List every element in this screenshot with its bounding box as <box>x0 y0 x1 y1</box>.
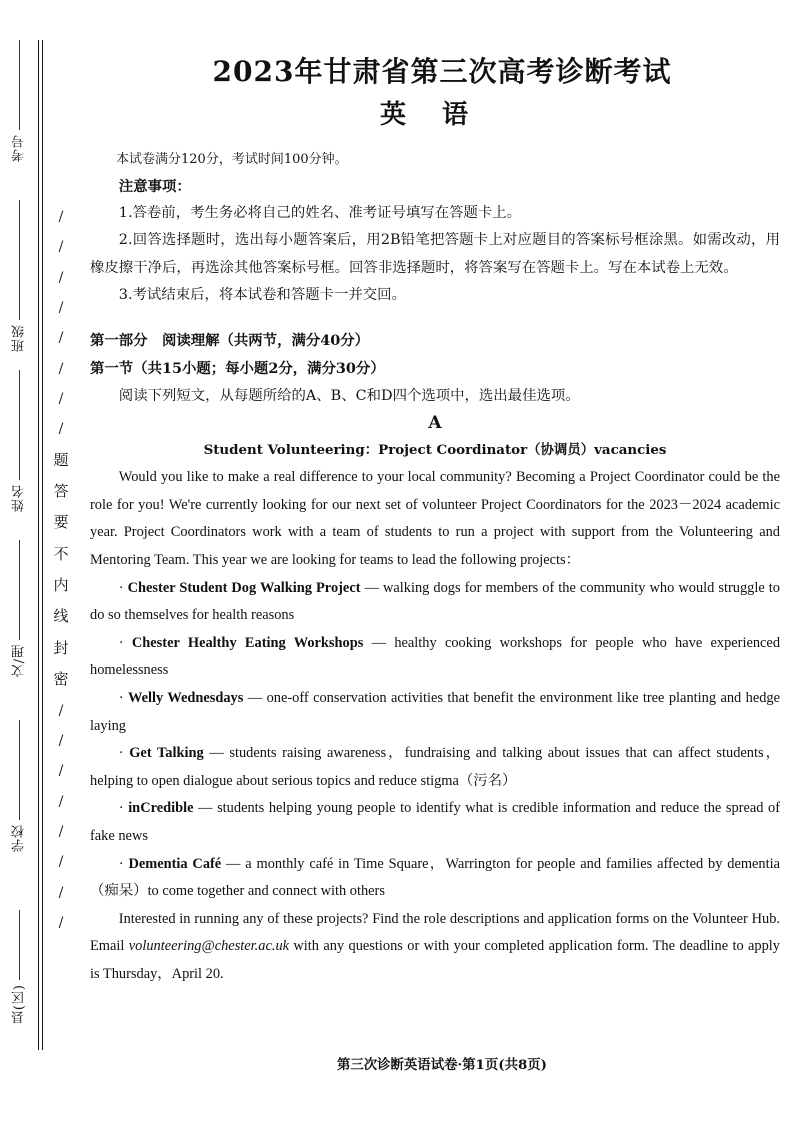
seal-char: 答 <box>53 482 69 501</box>
name-field[interactable] <box>6 370 32 512</box>
passage-letter: A <box>428 413 442 434</box>
seal-char: 线 <box>53 607 69 626</box>
project-item: · Get Talking — students raising awareness，fundraising and talking about issues that can affect students，helping to open dialogue about serious topics and reduce stigma（污名） <box>90 745 781 789</box>
seal-char: 题 <box>53 450 69 469</box>
project-name: Chester Healthy Eating Workshops <box>131 634 364 651</box>
exam-number-field[interactable] <box>6 40 32 162</box>
class-label: 班级 <box>11 324 27 352</box>
closing-text: Interested in running any of these projects? Find the role descriptions and application forms on the Volunteer Hub. Email <box>90 910 780 955</box>
county-field[interactable] <box>6 910 32 1024</box>
school-label: 学校 <box>11 824 27 852</box>
project-desc: students raising awareness，fundraising and talking about issues that can affect students，helping to open dialogue about serious topics and reduce stigma（污名） <box>90 745 781 789</box>
passage-intro: Would you like to make a real difference to your local community? Becoming a Project Coordinator could be the role for you! We're currently looking for our next set of volunteer Project Coordinators for the 2023－2024 academic year. Project Coordinators work with a team of students to run a project with support from the Volunteering and Mentoring Team. This year we are looking for teams to lead the following projects： <box>90 469 780 568</box>
class-field[interactable] <box>6 200 32 352</box>
seal-char: 要 <box>53 513 69 532</box>
binding-margin <box>0 40 90 1050</box>
subject-title: 英语 <box>379 100 504 130</box>
project-item: · inCredible — students helping young people to identify what is credible information and reduce the spread of fake news <box>90 800 781 844</box>
section-direction: 阅读下列短文，从每题所给的A、B、C和D四个选项中，选出最佳选项。 <box>118 388 580 405</box>
section-heading: 第一节（共15小题；每小题2分，满分30分） <box>90 360 385 378</box>
notice-item: 1.答卷前，考生务必将自己的姓名、准考证号填写在答题卡上。 <box>118 205 522 222</box>
passage-title: Student Volunteering：Project Coordinator（协调员）vacancies <box>203 442 667 459</box>
name-label: 姓名 <box>11 484 27 512</box>
exam-intro: 本试卷满分120分，考试时间100分钟。 <box>116 152 348 167</box>
email-address: volunteering@chester.ac.uk <box>128 938 290 955</box>
seal-line-text: / / / / / / / / 题 答 要 不 内 线 封 密 / / / / / / / / <box>53 209 69 931</box>
project-name: Chester Student Dog Walking Project <box>127 579 361 596</box>
exam-content <box>90 146 780 989</box>
notice-item: 2.回答选择题时，选出每小题答案后，用2B铅笔把答题卡上对应题目的答案标号框涂黑。如需改动，用橡皮擦干净后，再选涂其他答案标号框。回答非选择题时，将答案写在答题卡上。写在本试卷上无效。 <box>90 232 780 276</box>
margin-rule <box>38 40 39 1050</box>
part-heading: 第一部分 阅读理解（共两节，满分40分） <box>90 332 370 350</box>
page-footer: 第三次诊断英语试卷·第1页(共8页) <box>336 1057 548 1073</box>
project-item: · Chester Student Dog Walking Project — walking dogs for members of the community who would struggle to do so themselves for health reasons <box>90 579 780 624</box>
project-desc: one-off conservation activities that benefit the environment like tree planting and hedge laying <box>90 689 780 734</box>
project-item: · Welly Wednesdays — one-off conservation activities that benefit the environment like tree planting and hedge laying <box>90 689 780 734</box>
project-desc: a monthly café in Time Square，Warrington for people and families affected by dementia（痴呆）to come together and connect with others <box>90 855 780 900</box>
passage-closing <box>90 906 780 989</box>
project-name: Get Talking <box>129 745 204 762</box>
seal-char: 封 <box>53 638 69 657</box>
project-name: inCredible <box>128 800 194 817</box>
project-name: Dementia Café <box>128 855 222 872</box>
closing-text: with any questions or with your completed application form. The deadline to apply is Thursday，April 20. <box>90 938 780 982</box>
seal-char: 内 <box>53 576 69 595</box>
exam-title: 2023年甘肃省第三次高考诊断考试 <box>212 55 672 88</box>
project-name: Welly Wednesdays <box>128 689 244 706</box>
project-item: · Dementia Café — a monthly café in Time Square，Warrington for people and families affected by dementia（痴呆）to come together and connect with others <box>90 855 780 900</box>
notice-item: 3.考试结束后，将本试卷和答题卡一并交回。 <box>118 286 406 303</box>
project-desc: walking dogs for members of the community who would struggle to do so themselves for health reasons <box>90 579 780 624</box>
seal-char: 密 <box>53 670 69 689</box>
project-desc: students helping young people to identify what is credible information and reduce the spread of fake news <box>90 800 781 844</box>
school-field[interactable] <box>6 720 32 852</box>
exam-number-label: 考号 <box>11 134 27 162</box>
county-label: 县(区) <box>11 984 27 1025</box>
project-desc: healthy cooking workshops for people who have experienced homelessness <box>90 634 781 679</box>
project-item: · Chester Healthy Eating Workshops — healthy cooking workshops for people who have experienced homelessness <box>90 634 781 679</box>
arts-science-label: 文/理 <box>11 644 27 678</box>
arts-science-field[interactable] <box>6 540 32 677</box>
seal-char: 不 <box>53 544 69 563</box>
margin-rule <box>42 40 43 1050</box>
notice-title: 注意事项： <box>118 178 191 195</box>
